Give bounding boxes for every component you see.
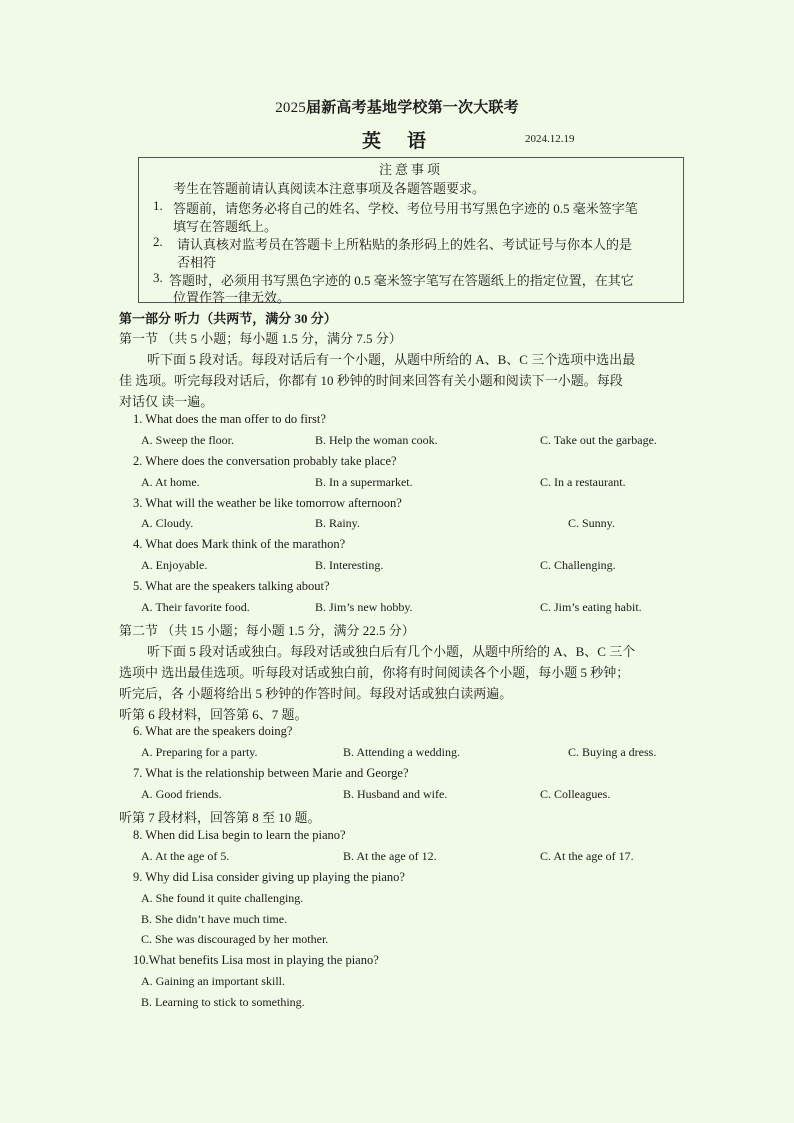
exam-title-text: 届新高考基地学校第一次大联考 xyxy=(306,100,519,116)
notice-item-line: 否相符 xyxy=(177,255,217,270)
option-b: B. At the age of 12. xyxy=(343,849,437,863)
question-1: 1. What does the man offer to do first? xyxy=(133,412,326,426)
exam-year: 2025 xyxy=(275,100,306,116)
question-10: 10.What benefits Lisa most in playing the piano? xyxy=(133,953,379,967)
option-b: B. Jim’s new hobby. xyxy=(315,600,413,614)
notice-item-line: 答题前，请您务必将自己的姓名、学校、考位号用书写黑色字迹的 0.5 毫米签字笔 xyxy=(173,201,638,216)
question-4: 4. What does Mark think of the marathon? xyxy=(133,537,346,551)
material-6-instruction: 听第 6 段材料，回答第 6、7 题。 xyxy=(119,707,308,722)
material-7-instruction: 听第 7 段材料，回答第 8 至 10 题。 xyxy=(119,810,321,825)
option-c: C. Take out the garbage. xyxy=(540,433,657,447)
question-7: 7. What is the relationship between Marie and George? xyxy=(133,766,409,780)
question-8: 8. When did Lisa begin to learn the piano? xyxy=(133,828,346,842)
notice-item-number: 1. xyxy=(153,198,163,213)
question-6: 6. What are the speakers doing? xyxy=(133,724,293,738)
option-a: A. Preparing for a party. xyxy=(141,745,258,759)
option-a: A. At home. xyxy=(141,475,200,489)
option-a: A. Enjoyable. xyxy=(141,558,208,572)
section1-instruction-line: 佳 选项。听完每段对话后，你都有 10 秒钟的时间来回答有关小题和阅读下一小题。每段 xyxy=(119,373,623,388)
section2-instruction-line: 听下面 5 段对话或独白。每段对话或独白后有几个小题，从题中所给的 A、B、C 三个 xyxy=(147,644,636,659)
section1-instruction-line: 对话仅 读一遍。 xyxy=(119,394,214,409)
notice-item-line: 填写在答题纸上。 xyxy=(173,219,278,234)
option-b: B. Rainy. xyxy=(315,516,360,530)
part1-heading: 第一部分 听力（共两节，满分 30 分） xyxy=(119,311,337,326)
section1-instruction-line: 听下面 5 段对话。每段对话后有一个小题，从题中所给的 A、B、C 三个选项中选出最 xyxy=(147,352,636,367)
section2-instruction-line: 选项中 选出最佳选项。听每段对话或独白前，你将有时间阅读各个小题，每小题 5 秒钟； xyxy=(119,665,630,680)
option-b: B. Learning to stick to something. xyxy=(141,995,305,1009)
option-c: C. Sunny. xyxy=(568,516,615,530)
option-b: B. In a supermarket. xyxy=(315,475,413,489)
subject-title: 英语 xyxy=(362,131,453,152)
option-c: C. She was discouraged by her mother. xyxy=(141,932,329,946)
notice-item-line: 答题时，必须用书写黑色字迹的 0.5 毫米签字笔写在答题纸上的指定位置，在其它 xyxy=(169,273,634,288)
section1-heading: 第一节 （共 5 小题；每小题 1.5 分，满分 7.5 分） xyxy=(119,331,402,346)
option-a: A. Cloudy. xyxy=(141,516,194,530)
option-a: A. Gaining an important skill. xyxy=(141,974,285,988)
option-a: A. Their favorite food. xyxy=(141,600,250,614)
option-b: B. Attending a wedding. xyxy=(343,745,460,759)
option-c: C. Jim’s eating habit. xyxy=(540,600,642,614)
option-b: B. Husband and wife. xyxy=(343,787,448,801)
section2-instruction-line: 听完后，各 小题将给出 5 秒钟的作答时间。每段对话或独白读两遍。 xyxy=(119,686,513,701)
question-2: 2. Where does the conversation probably take place? xyxy=(133,454,397,468)
exam-title xyxy=(0,96,794,117)
exam-date: 2024.12.19 xyxy=(525,133,575,145)
option-c: C. In a restaurant. xyxy=(540,475,626,489)
notice-box xyxy=(138,157,684,303)
option-c: C. Buying a dress. xyxy=(568,745,657,759)
notice-item-number: 2. xyxy=(153,234,163,249)
option-a: A. At the age of 5. xyxy=(141,849,230,863)
option-c: C. Challenging. xyxy=(540,558,616,572)
section2-heading: 第二节 （共 15 小题；每小题 1.5 分，满分 22.5 分） xyxy=(119,623,415,638)
notice-item-line: 位置作答一律无效。 xyxy=(173,290,291,305)
option-b: B. Help the woman cook. xyxy=(315,433,438,447)
option-a: A. She found it quite challenging. xyxy=(141,891,304,905)
question-3: 3. What will the weather be like tomorrow afternoon? xyxy=(133,496,402,510)
notice-item-line: 请认真核对监考员在答题卡上所粘贴的条形码上的姓名、考试证号与你本人的是 xyxy=(177,237,633,252)
notice-intro: 考生在答题前请认真阅读本注意事项及各题答题要求。 xyxy=(173,181,486,196)
notice-title: 注意事项 xyxy=(378,162,443,177)
notice-item-number: 3. xyxy=(153,270,163,285)
option-a: A. Sweep the floor. xyxy=(141,433,234,447)
question-5: 5. What are the speakers talking about? xyxy=(133,579,330,593)
option-c: C. Colleagues. xyxy=(540,787,611,801)
option-b: B. She didn’t have much time. xyxy=(141,912,288,926)
option-b: B. Interesting. xyxy=(315,558,384,572)
question-9: 9. Why did Lisa consider giving up playing the piano? xyxy=(133,870,405,884)
option-c: C. At the age of 17. xyxy=(540,849,634,863)
option-a: A. Good friends. xyxy=(141,787,222,801)
